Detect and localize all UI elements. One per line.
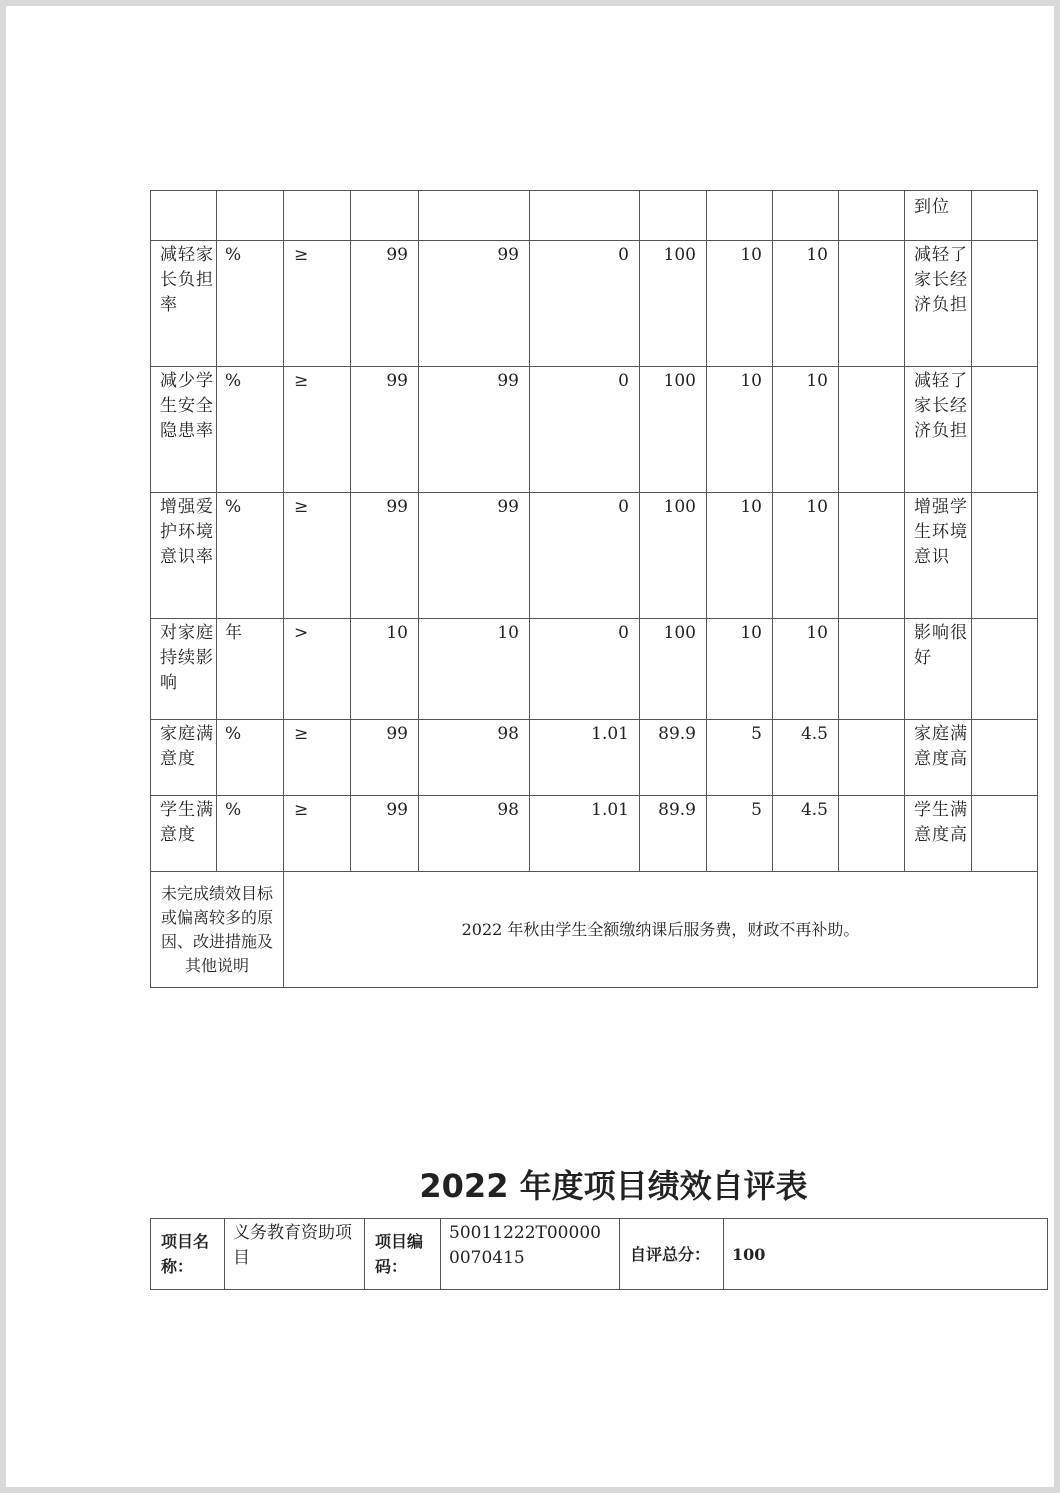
indicator-weight: 10	[707, 493, 773, 619]
indicator-weight: 5	[707, 796, 773, 872]
performance-indicator-table	[150, 190, 1038, 988]
indicator-unit: %	[217, 241, 284, 367]
indicator-blank	[972, 367, 1038, 493]
indicator-name: 对家庭持续影响	[151, 619, 217, 720]
indicator-target: 99	[351, 796, 419, 872]
indicator-name: 学生满意度	[151, 796, 217, 872]
indicator-unit: %	[217, 367, 284, 493]
project-name-value: 义务教育资助项目	[225, 1219, 365, 1290]
indicator-actual: 98	[419, 720, 530, 796]
indicator-blank	[972, 796, 1038, 872]
indicator-score: 10	[773, 493, 839, 619]
indicator-blank	[839, 720, 905, 796]
indicator-rate: 100	[640, 619, 707, 720]
project-code-value: 50011222T000000070415	[441, 1219, 620, 1290]
indicator-score: 4.5	[773, 720, 839, 796]
indicator-deviation: 0	[530, 619, 640, 720]
indicator-remark: 学生满意度高	[905, 796, 972, 872]
indicator-blank	[972, 241, 1038, 367]
table-row	[151, 241, 1038, 367]
indicator-deviation: 1.01	[530, 720, 640, 796]
indicator-actual: 98	[419, 796, 530, 872]
indicator-blank	[972, 619, 1038, 720]
indicator-actual: 99	[419, 367, 530, 493]
indicator-remark: 影响很好	[905, 619, 972, 720]
indicator-remark: 减轻了家长经济负担	[905, 367, 972, 493]
reason-label: 未完成绩效目标或偏离较多的原因、改进措施及其他说明	[151, 872, 284, 988]
indicator-deviation: 1.01	[530, 796, 640, 872]
indicator-weight: 10	[707, 367, 773, 493]
indicator-name: 家庭满意度	[151, 720, 217, 796]
indicator-unit: %	[217, 720, 284, 796]
indicator-operator: ≥	[284, 720, 351, 796]
indicator-remark: 减轻了家长经济负担	[905, 241, 972, 367]
indicator-actual: 99	[419, 241, 530, 367]
indicator-operator: ≥	[284, 796, 351, 872]
indicator-weight: 10	[707, 241, 773, 367]
indicator-actual: 99	[419, 493, 530, 619]
indicator-weight: 5	[707, 720, 773, 796]
indicator-deviation: 0	[530, 241, 640, 367]
indicator-remark: 家庭满意度高	[905, 720, 972, 796]
indicator-target: 99	[351, 367, 419, 493]
indicator-operator: ≥	[284, 367, 351, 493]
indicator-score: 4.5	[773, 796, 839, 872]
total-score-value: 100	[724, 1219, 1048, 1290]
indicator-target: 99	[351, 493, 419, 619]
table-row	[151, 619, 1038, 720]
indicator-rate: 89.9	[640, 720, 707, 796]
indicator-name: 增强爱护环境意识率	[151, 493, 217, 619]
indicator-operator: ≥	[284, 493, 351, 619]
indicator-blank	[839, 367, 905, 493]
indicator-weight: 10	[707, 619, 773, 720]
project-code-label: 项目编码：	[365, 1219, 441, 1290]
indicator-unit: 年	[217, 619, 284, 720]
indicator-name: 减轻家长负担率	[151, 241, 217, 367]
indicator-blank	[839, 493, 905, 619]
document-page	[6, 6, 1054, 1487]
indicator-remark: 增强学生环境意识	[905, 493, 972, 619]
indicator-remark: 到位	[905, 191, 972, 241]
indicator-blank	[839, 796, 905, 872]
indicator-score: 10	[773, 367, 839, 493]
table-row	[151, 1219, 1048, 1290]
indicator-score: 10	[773, 241, 839, 367]
table-row	[151, 796, 1038, 872]
indicator-operator: ≥	[284, 241, 351, 367]
indicator-rate: 100	[640, 367, 707, 493]
indicator-unit: %	[217, 493, 284, 619]
total-score-label: 自评总分：	[620, 1219, 724, 1290]
indicator-actual: 10	[419, 619, 530, 720]
indicator-deviation: 0	[530, 493, 640, 619]
indicator-score: 10	[773, 619, 839, 720]
indicator-operator: >	[284, 619, 351, 720]
table-row	[151, 493, 1038, 619]
indicator-target: 99	[351, 241, 419, 367]
project-name-label: 项目名称：	[151, 1219, 225, 1290]
indicator-rate: 89.9	[640, 796, 707, 872]
indicator-name: 减少学生安全隐患率	[151, 367, 217, 493]
indicator-blank	[972, 720, 1038, 796]
indicator-rate: 100	[640, 241, 707, 367]
table-row	[151, 720, 1038, 796]
indicator-blank	[839, 241, 905, 367]
table-row	[151, 872, 1038, 988]
reason-text: 2022 年秋由学生全额缴纳课后服务费，财政不再补助。	[284, 872, 1038, 988]
table-row	[151, 367, 1038, 493]
table-row	[151, 191, 1038, 241]
indicator-blank	[839, 619, 905, 720]
indicator-unit: %	[217, 796, 284, 872]
indicator-blank	[972, 493, 1038, 619]
project-info-table	[150, 1218, 1048, 1290]
indicator-target: 10	[351, 619, 419, 720]
indicator-target: 99	[351, 720, 419, 796]
indicator-deviation: 0	[530, 367, 640, 493]
page-title: 2022 年度项目绩效自评表	[419, 1167, 808, 1205]
indicator-rate: 100	[640, 493, 707, 619]
